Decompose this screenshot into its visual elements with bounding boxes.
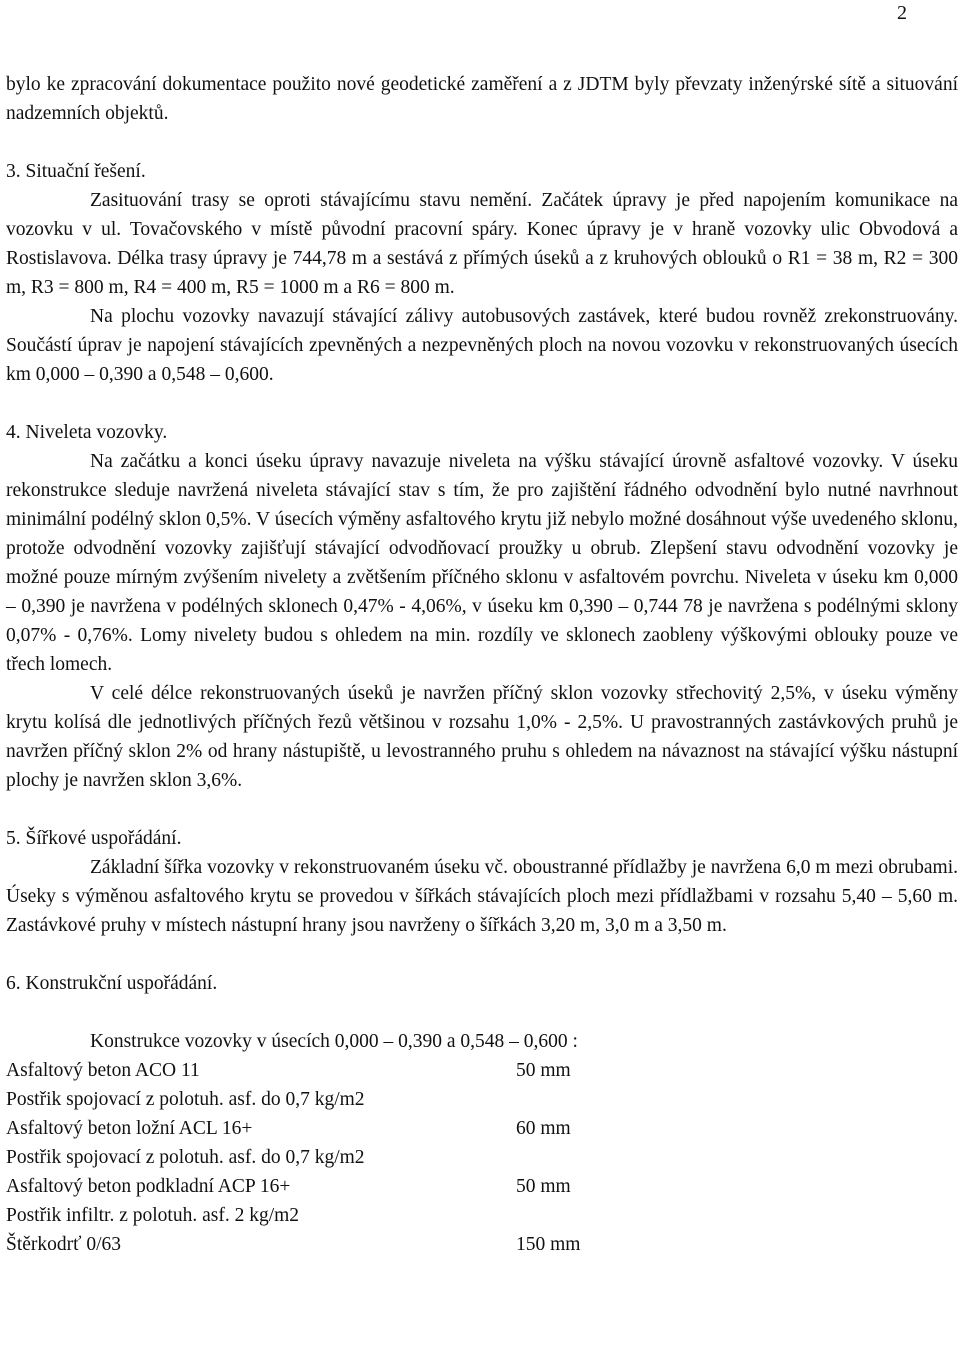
spacer (6, 998, 958, 1027)
layer-thickness: 50 mm (516, 1176, 571, 1197)
layer-row (6, 1114, 958, 1143)
section-3-paragraph: Zasituování trasy se oproti stávajícímu stavu nemění. Začátek úpravy je před napojením komunikace na vozovku v ul. Tovačovského v místě původní pracovní spáry. Konec úpravy je v hraně vozovky ulic Obvodová a Rostislavova. Délka trasy úpravy je 744,78 m a sestává z přímých úseků a z kruhových oblouků o R1 = 38 m, R2 = 300 m, R3 = 800 m, R4 = 400 m, R5 = 1000 m a R6 = 800 m. (6, 190, 958, 298)
section-3-paragraph: Na plochu vozovky navazují stávající zálivy autobusových zastávek, které budou rovněž zrekonstruovány. Součástí úprav je napojení stávajících zpevněných a nezpevněných ploch na novou vozovku v rekonstruovaných úsecích km 0,000 – 0,390 a 0,548 – 0,600. (6, 306, 958, 385)
intro-paragraph: bylo ke zpracování dokumentace použito nové geodetické zaměření a z JDTM byly převzaty inženýrské sítě a situování nadzemních objektů. (6, 74, 958, 124)
spacer (6, 940, 958, 969)
section-4-paragraph: V celé délce rekonstruovaných úseků je navržen příčný sklon vozovky střechovitý 2,5%, v úseku výměny krytu kolísá dle jednotlivých příčných řezů většinou v rozsahu 1,0% - 2,5%. U pravostranných zastávkových pruhů je navržen příčný sklon 2% od hrany nástupiště, u levostranného pruhu s ohledem na návaznost na stávající výšku nástupní plochy je navržen sklon 3,6%. (6, 683, 958, 791)
spacer (6, 795, 958, 824)
layer-row (6, 1085, 958, 1114)
layer-thickness: 60 mm (516, 1118, 571, 1139)
layer-thickness (516, 1143, 716, 1172)
section-4-heading: 4. Niveleta vozovky. (6, 422, 168, 443)
layer-row (6, 1230, 958, 1259)
layer-name: Postřik spojovací z polotuh. asf. do 0,7 kg/m2 (6, 1089, 365, 1110)
layer-thickness: 50 mm (516, 1060, 571, 1081)
section-6-heading: 6. Konstrukční uspořádání. (6, 973, 218, 994)
document-body (6, 70, 958, 1259)
spacer (6, 389, 958, 418)
layer-row (6, 1143, 958, 1172)
section-6-intro: Konstrukce vozovky v úsecích 0,000 – 0,390 a 0,548 – 0,600 : (90, 1031, 578, 1052)
section-5-heading: 5. Šířkové uspořádání. (6, 828, 182, 849)
layer-name: Asfaltový beton ACO 11 (6, 1060, 200, 1081)
page-number: 2 (897, 2, 907, 24)
layer-row (6, 1172, 958, 1201)
section-5-paragraph: Základní šířka vozovky v rekonstruovaném úseku vč. oboustranné přídlažby je navržena 6,0 m mezi obrubami. Úseky s výměnou asfaltového krytu se provedou v šířkách stávajících ploch mezi přídlažbami v rozsahu 5,40 – 5,60 m. Zastávkové pruhy v místech nástupní hrany jsou navrženy o šířkách 3,20 m, 3,0 m a 3,50 m. (6, 857, 958, 936)
layer-thickness (516, 1085, 716, 1114)
layer-thickness: 150 mm (516, 1234, 581, 1255)
layer-name: Postřik infiltr. z polotuh. asf. 2 kg/m2 (6, 1205, 300, 1226)
layer-name: Štěrkodrť 0/63 (6, 1234, 122, 1255)
construction-layers (6, 1056, 958, 1259)
layer-name: Asfaltový beton ložní ACL 16+ (6, 1118, 253, 1139)
layer-name: Postřik spojovací z polotuh. asf. do 0,7 kg/m2 (6, 1147, 365, 1168)
spacer (6, 128, 958, 157)
layer-row (6, 1201, 958, 1230)
layer-thickness (516, 1201, 716, 1230)
section-3-heading: 3. Situační řešení. (6, 161, 146, 182)
section-4-paragraph: Na začátku a konci úseku úpravy navazuje niveleta na výšku stávající úrovně asfaltové vozovky. V úseku rekonstrukce sleduje navržená niveleta stávající stav s tím, že pro zajištění řádného odvodnění bylo nutné navrhnout minimální podélný sklon 0,5%. V úsecích výměny asfaltového krytu již nebylo možné dosáhnout výše uvedeného sklonu, protože odvodnění vozovky zajišťují stávající odvodňovací proužky u obrub. Zlepšení stavu odvodnění vozovky je možné pouze mírným zvýšením nivelety a zvětšením příčného sklonu v asfaltovém povrchu. Niveleta v úseku km 0,000 – 0,390 je navržena v podélných sklonech 0,47% - 4,06%, v úseku km 0,390 – 0,744 78 je navržena s podélnými sklony 0,07% - 0,76%. Lomy nivelety budou s ohledem na min. rozdíly ve sklonech zaobleny výškovými oblouky pouze ve třech lomech. (6, 451, 958, 675)
layer-row (6, 1056, 958, 1085)
layer-name: Asfaltový beton podkladní ACP 16+ (6, 1176, 291, 1197)
